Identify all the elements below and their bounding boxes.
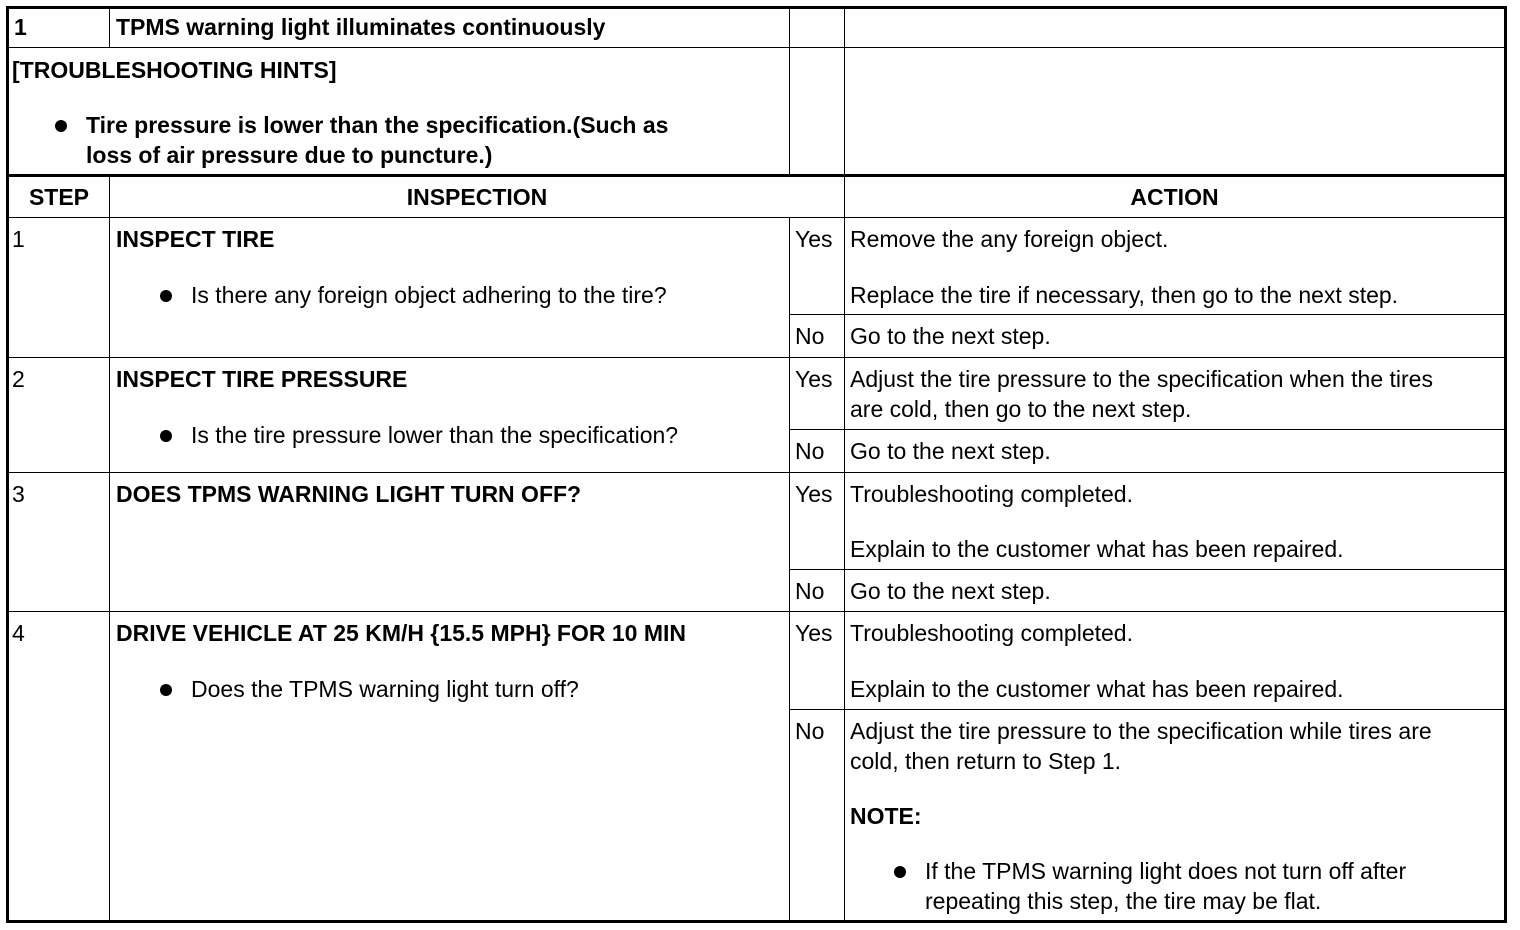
no-label: No	[795, 718, 825, 744]
yes-label: Yes	[795, 226, 833, 252]
border-right	[1504, 6, 1507, 923]
yes-action-line: Troubleshooting completed.	[850, 620, 1133, 646]
step-title: DRIVE VEHICLE AT 25 KM/H {15.5 MPH} FOR 10 MIN	[116, 620, 687, 646]
yes-label: Yes	[795, 366, 833, 392]
col-rule-step-lower	[109, 174, 110, 923]
hints-heading: [TROUBLESHOOTING HINTS]	[12, 57, 337, 83]
no-label: No	[795, 578, 825, 604]
rule-step1-end	[6, 357, 1507, 358]
rule-header-top	[6, 174, 1507, 177]
yes-action-line: Adjust the tire pressure to the specification when the tires	[850, 366, 1433, 392]
step-number: 2	[12, 366, 25, 392]
yes-action-line: Explain to the customer what has been repaired.	[850, 676, 1344, 702]
title-number: 1	[14, 14, 27, 40]
note-line: repeating this step, the tire may be flat.	[925, 888, 1322, 914]
step-question: Is the tire pressure lower than the specification?	[191, 422, 679, 448]
step-title: INSPECT TIRE PRESSURE	[116, 366, 408, 392]
hint-line-1: Tire pressure is lower than the specification.(Such as	[86, 112, 669, 138]
step-title: INSPECT TIRE	[116, 226, 275, 252]
border-top	[6, 6, 1507, 9]
no-action-line: cold, then return to Step 1.	[850, 748, 1122, 774]
header-step: STEP	[28, 184, 90, 210]
col-rule-action	[844, 6, 845, 923]
no-action-line: Adjust the tire pressure to the specification while tires are	[850, 718, 1432, 744]
header-action: ACTION	[1130, 184, 1219, 210]
note-label: NOTE:	[850, 803, 922, 829]
yes-action-line: Remove the any foreign object.	[850, 226, 1169, 252]
rule-step1-mid	[789, 314, 1507, 315]
rule-step2-end	[6, 472, 1507, 473]
no-action-line: Go to the next step.	[850, 578, 1051, 604]
rule-title	[6, 47, 1507, 48]
rule-step2-mid	[789, 429, 1507, 430]
question-bullet-icon	[160, 684, 172, 696]
step-number: 4	[12, 620, 25, 646]
rule-step3-mid	[789, 569, 1507, 570]
header-inspection: INSPECTION	[406, 184, 548, 210]
yes-action-line: Explain to the customer what has been repaired.	[850, 536, 1344, 562]
col-rule-yesno	[789, 217, 790, 923]
yes-label: Yes	[795, 481, 833, 507]
note-line: If the TPMS warning light does not turn off after	[925, 858, 1407, 884]
col-rule-step	[109, 6, 110, 47]
rule-step4-mid	[789, 709, 1507, 710]
border-bottom	[6, 920, 1507, 923]
step-question: Is there any foreign object adhering to the tire?	[191, 282, 667, 308]
question-bullet-icon	[160, 290, 172, 302]
hint-line-2: loss of air pressure due to puncture.)	[86, 142, 493, 168]
step-title: DOES TPMS WARNING LIGHT TURN OFF?	[116, 481, 582, 507]
no-label: No	[795, 438, 825, 464]
no-action-line: Go to the next step.	[850, 438, 1051, 464]
rule-step3-end	[6, 611, 1507, 612]
title-text: TPMS warning light illuminates continuously	[116, 14, 606, 40]
note-bullet-icon	[894, 866, 906, 878]
yes-action-line: Troubleshooting completed.	[850, 481, 1133, 507]
step-number: 3	[12, 481, 25, 507]
col-rule-yesno-top	[789, 6, 790, 174]
no-action-line: Go to the next step.	[850, 323, 1051, 349]
yes-action-line: Replace the tire if necessary, then go to the next step.	[850, 282, 1399, 308]
step-number: 1	[12, 226, 25, 252]
no-label: No	[795, 323, 825, 349]
question-bullet-icon	[160, 430, 172, 442]
step-question: Does the TPMS warning light turn off?	[191, 676, 579, 702]
border-left	[6, 6, 9, 923]
yes-label: Yes	[795, 620, 833, 646]
troubleshooting-table	[6, 6, 1507, 923]
rule-header-bottom	[6, 217, 1507, 218]
yes-action-line: are cold, then go to the next step.	[850, 396, 1192, 422]
hint-bullet-icon	[55, 120, 67, 132]
